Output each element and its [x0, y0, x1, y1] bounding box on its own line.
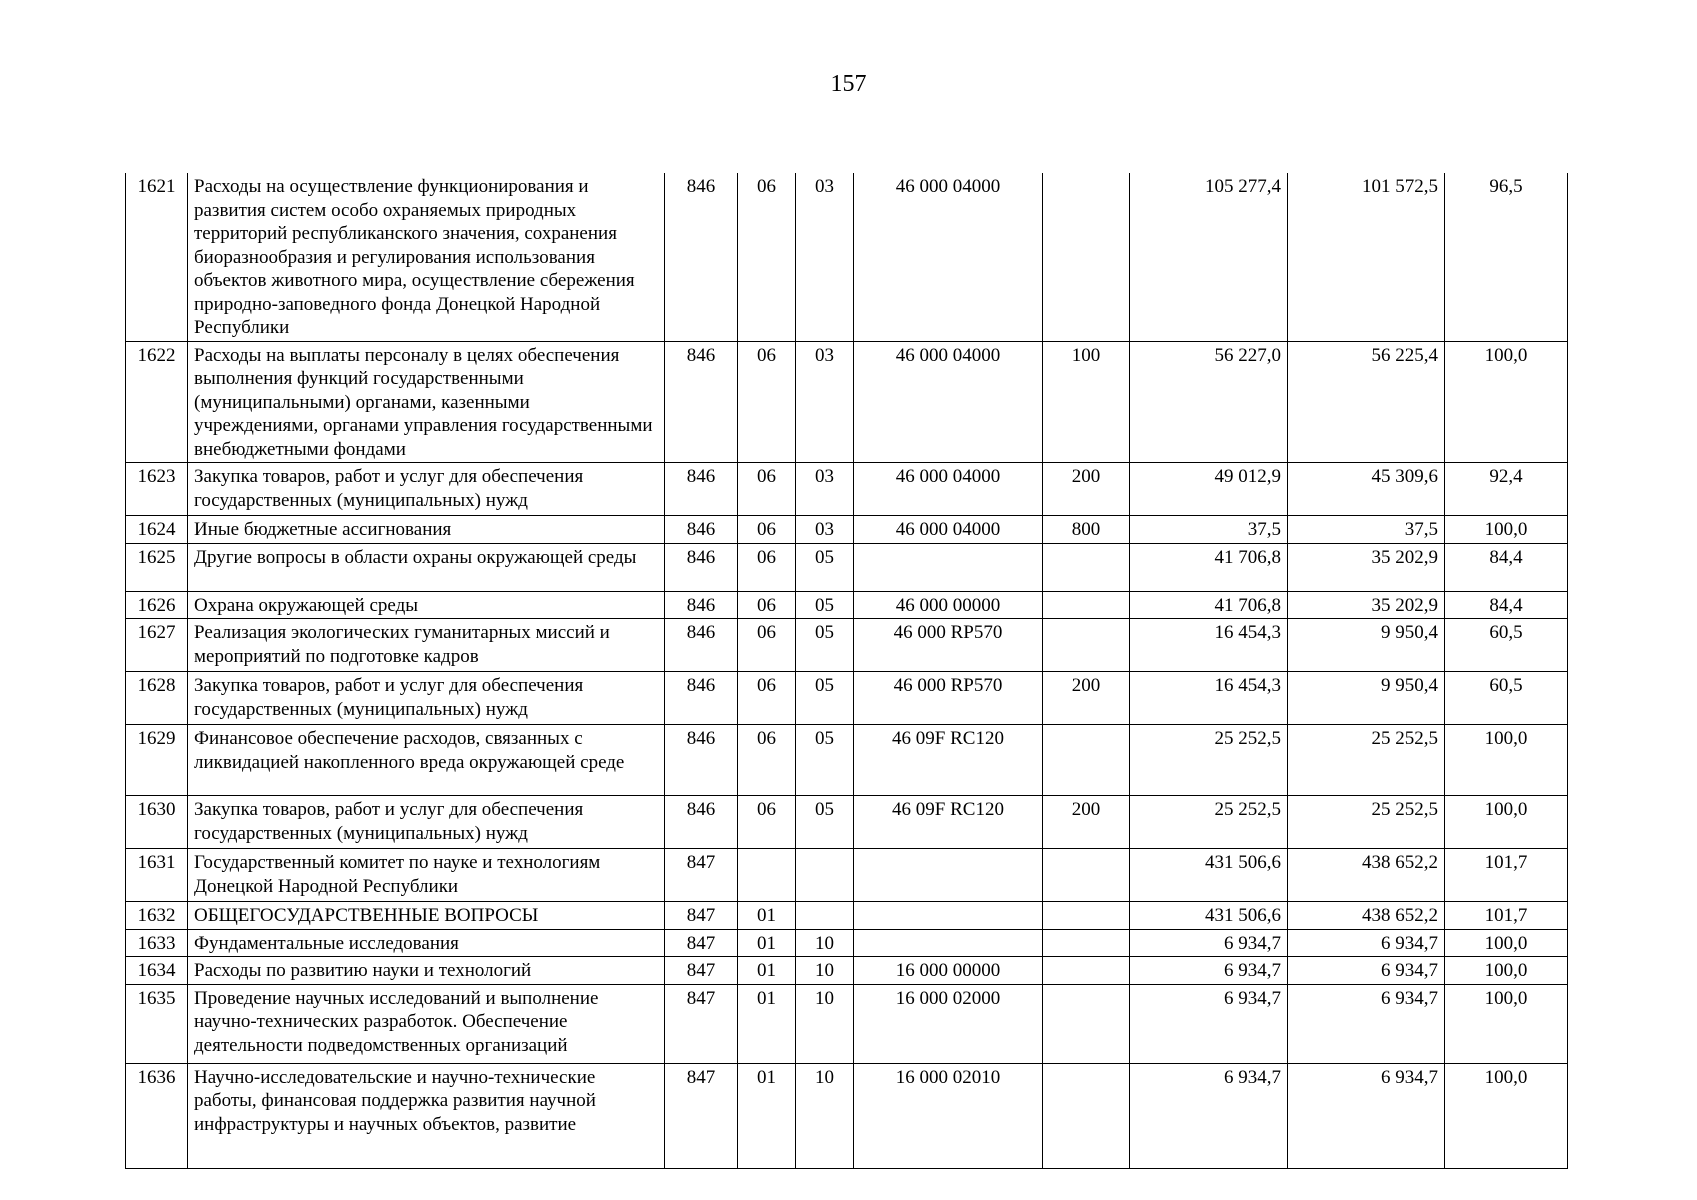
- row-number: 1628: [126, 672, 188, 725]
- row-vr: [1043, 725, 1130, 796]
- row-vedomstvo: 847: [665, 902, 738, 930]
- row-plan: 16 454,3: [1130, 672, 1288, 725]
- table-row: [126, 463, 1568, 516]
- table-row: [126, 929, 1568, 957]
- table-row: [126, 619, 1568, 672]
- row-fact: 35 202,9: [1288, 543, 1445, 591]
- row-percent: 100,0: [1445, 796, 1568, 849]
- row-name: Реализация экологических гуманитарных миссий и мероприятий по подготовке кадров: [188, 619, 665, 672]
- row-number: 1622: [126, 341, 188, 463]
- row-vedomstvo: 847: [665, 849, 738, 902]
- row-csr: 46 09F RC120: [854, 796, 1043, 849]
- row-number: 1624: [126, 516, 188, 544]
- row-vedomstvo: 847: [665, 929, 738, 957]
- row-vr: 200: [1043, 463, 1130, 516]
- row-name: Расходы на осуществление функционирования и развития систем особо охраняемых природных территорий республиканского значения, сохранения биоразнообразия и регулирования использования объектов животного мира, осуществление сбережения природно-заповедного фонда Донецкой Народной Республики: [188, 173, 665, 341]
- row-plan: 105 277,4: [1130, 173, 1288, 341]
- row-plan: 6 934,7: [1130, 1063, 1288, 1168]
- row-plan: 41 706,8: [1130, 543, 1288, 591]
- row-podrazdel: 10: [796, 1063, 854, 1168]
- row-razdel: 01: [738, 957, 796, 985]
- row-percent: 100,0: [1445, 957, 1568, 985]
- row-percent: 100,0: [1445, 341, 1568, 463]
- row-csr: 46 000 00000: [854, 591, 1043, 619]
- row-plan: 25 252,5: [1130, 725, 1288, 796]
- row-podrazdel: 10: [796, 957, 854, 985]
- row-percent: 100,0: [1445, 929, 1568, 957]
- row-podrazdel: [796, 902, 854, 930]
- row-podrazdel: 03: [796, 516, 854, 544]
- row-percent: 84,4: [1445, 543, 1568, 591]
- row-csr: 46 09F RC120: [854, 725, 1043, 796]
- row-name: Финансовое обеспечение расходов, связанных с ликвидацией накопленного вреда окружающей среде: [188, 725, 665, 796]
- row-fact: 438 652,2: [1288, 902, 1445, 930]
- row-vr: [1043, 173, 1130, 341]
- row-plan: 6 934,7: [1130, 957, 1288, 985]
- row-fact: 6 934,7: [1288, 984, 1445, 1063]
- table-row: [126, 902, 1568, 930]
- row-plan: 431 506,6: [1130, 849, 1288, 902]
- row-podrazdel: 03: [796, 173, 854, 341]
- row-vr: 200: [1043, 672, 1130, 725]
- page-number: 157: [830, 71, 867, 97]
- row-razdel: 06: [738, 619, 796, 672]
- row-name: Расходы по развитию науки и технологий: [188, 957, 665, 985]
- row-razdel: 06: [738, 463, 796, 516]
- row-plan: 431 506,6: [1130, 902, 1288, 930]
- row-csr: [854, 849, 1043, 902]
- row-number: 1636: [126, 1063, 188, 1168]
- row-vedomstvo: 846: [665, 591, 738, 619]
- row-razdel: [738, 849, 796, 902]
- row-percent: 60,5: [1445, 672, 1568, 725]
- row-vedomstvo: 847: [665, 1063, 738, 1168]
- row-vedomstvo: 846: [665, 725, 738, 796]
- row-number: 1635: [126, 984, 188, 1063]
- row-vedomstvo: 847: [665, 957, 738, 985]
- budget-table: [125, 173, 1568, 1169]
- row-fact: 45 309,6: [1288, 463, 1445, 516]
- row-vedomstvo: 846: [665, 516, 738, 544]
- row-csr: [854, 929, 1043, 957]
- row-name: Иные бюджетные ассигнования: [188, 516, 665, 544]
- row-vr: [1043, 849, 1130, 902]
- table-row: [126, 173, 1568, 341]
- row-podrazdel: 10: [796, 929, 854, 957]
- row-csr: 46 000 04000: [854, 341, 1043, 463]
- row-number: 1625: [126, 543, 188, 591]
- row-razdel: 01: [738, 929, 796, 957]
- row-vedomstvo: 847: [665, 984, 738, 1063]
- row-vr: 800: [1043, 516, 1130, 544]
- row-percent: 96,5: [1445, 173, 1568, 341]
- row-razdel: 01: [738, 902, 796, 930]
- row-plan: 49 012,9: [1130, 463, 1288, 516]
- row-vedomstvo: 846: [665, 543, 738, 591]
- row-plan: 37,5: [1130, 516, 1288, 544]
- row-podrazdel: 05: [796, 725, 854, 796]
- row-fact: 35 202,9: [1288, 591, 1445, 619]
- row-plan: 41 706,8: [1130, 591, 1288, 619]
- row-plan: 6 934,7: [1130, 984, 1288, 1063]
- row-csr: 46 000 04000: [854, 516, 1043, 544]
- table-row: [126, 591, 1568, 619]
- row-fact: 56 225,4: [1288, 341, 1445, 463]
- row-percent: 60,5: [1445, 619, 1568, 672]
- table-row: [126, 796, 1568, 849]
- row-fact: 6 934,7: [1288, 1063, 1445, 1168]
- row-razdel: 06: [738, 173, 796, 341]
- row-vr: [1043, 957, 1130, 985]
- row-podrazdel: 10: [796, 984, 854, 1063]
- row-podrazdel: 03: [796, 463, 854, 516]
- row-vedomstvo: 846: [665, 463, 738, 516]
- row-plan: 25 252,5: [1130, 796, 1288, 849]
- row-vr: [1043, 619, 1130, 672]
- row-podrazdel: 05: [796, 543, 854, 591]
- row-podrazdel: 05: [796, 796, 854, 849]
- row-number: 1630: [126, 796, 188, 849]
- row-fact: 438 652,2: [1288, 849, 1445, 902]
- table-row: [126, 543, 1568, 591]
- row-razdel: 06: [738, 516, 796, 544]
- row-name: ОБЩЕГОСУДАРСТВЕННЫЕ ВОПРОСЫ: [188, 902, 665, 930]
- row-name: Другие вопросы в области охраны окружающей среды: [188, 543, 665, 591]
- row-vedomstvo: 846: [665, 619, 738, 672]
- row-fact: 25 252,5: [1288, 725, 1445, 796]
- row-csr: 16 000 02000: [854, 984, 1043, 1063]
- row-number: 1633: [126, 929, 188, 957]
- row-percent: 100,0: [1445, 1063, 1568, 1168]
- row-name: Закупка товаров, работ и услуг для обеспечения государственных (муниципальных) нужд: [188, 672, 665, 725]
- row-podrazdel: 05: [796, 619, 854, 672]
- row-fact: 6 934,7: [1288, 929, 1445, 957]
- row-vr: 200: [1043, 796, 1130, 849]
- row-csr: 46 000 04000: [854, 463, 1043, 516]
- row-razdel: 01: [738, 984, 796, 1063]
- row-name: Проведение научных исследований и выполнение научно-технических разработок. Обеспечение деятельности подведомственных организаций: [188, 984, 665, 1063]
- table-row: [126, 1063, 1568, 1168]
- row-fact: 25 252,5: [1288, 796, 1445, 849]
- row-plan: 16 454,3: [1130, 619, 1288, 672]
- row-vr: [1043, 984, 1130, 1063]
- row-podrazdel: 05: [796, 672, 854, 725]
- row-csr: [854, 902, 1043, 930]
- row-vr: [1043, 543, 1130, 591]
- row-number: 1634: [126, 957, 188, 985]
- row-razdel: 06: [738, 591, 796, 619]
- row-vr: [1043, 929, 1130, 957]
- row-number: 1627: [126, 619, 188, 672]
- row-razdel: 06: [738, 725, 796, 796]
- row-podrazdel: [796, 849, 854, 902]
- row-vedomstvo: 846: [665, 672, 738, 725]
- row-percent: 100,0: [1445, 516, 1568, 544]
- row-plan: 56 227,0: [1130, 341, 1288, 463]
- row-number: 1626: [126, 591, 188, 619]
- row-razdel: 06: [738, 672, 796, 725]
- row-csr: 16 000 02010: [854, 1063, 1043, 1168]
- row-vr: 100: [1043, 341, 1130, 463]
- row-name: Закупка товаров, работ и услуг для обеспечения государственных (муниципальных) нужд: [188, 796, 665, 849]
- row-number: 1629: [126, 725, 188, 796]
- row-percent: 92,4: [1445, 463, 1568, 516]
- row-name: Фундаментальные исследования: [188, 929, 665, 957]
- table-row: [126, 725, 1568, 796]
- row-percent: 101,7: [1445, 902, 1568, 930]
- table-row: [126, 849, 1568, 902]
- row-fact: 101 572,5: [1288, 173, 1445, 341]
- row-number: 1632: [126, 902, 188, 930]
- table-row: [126, 957, 1568, 985]
- row-csr: [854, 543, 1043, 591]
- row-vr: [1043, 902, 1130, 930]
- row-vedomstvo: 846: [665, 341, 738, 463]
- row-csr: 16 000 00000: [854, 957, 1043, 985]
- row-name: Расходы на выплаты персоналу в целях обеспечения выполнения функций государственными (муниципальными) органами, казенными учреждениями, органами управления государственными внебюджетными фондами: [188, 341, 665, 463]
- table-row: [126, 672, 1568, 725]
- row-podrazdel: 03: [796, 341, 854, 463]
- row-percent: 101,7: [1445, 849, 1568, 902]
- row-plan: 6 934,7: [1130, 929, 1288, 957]
- row-percent: 100,0: [1445, 725, 1568, 796]
- row-name: Государственный комитет по науке и технологиям Донецкой Народной Республики: [188, 849, 665, 902]
- row-fact: 6 934,7: [1288, 957, 1445, 985]
- row-csr: 46 000 04000: [854, 173, 1043, 341]
- row-vr: [1043, 1063, 1130, 1168]
- table-row: [126, 341, 1568, 463]
- row-razdel: 06: [738, 341, 796, 463]
- row-csr: 46 000 RP570: [854, 672, 1043, 725]
- row-number: 1621: [126, 173, 188, 341]
- row-percent: 100,0: [1445, 984, 1568, 1063]
- row-razdel: 01: [738, 1063, 796, 1168]
- row-razdel: 06: [738, 796, 796, 849]
- row-fact: 9 950,4: [1288, 672, 1445, 725]
- table-row: [126, 984, 1568, 1063]
- row-name: Закупка товаров, работ и услуг для обеспечения государственных (муниципальных) нужд: [188, 463, 665, 516]
- row-podrazdel: 05: [796, 591, 854, 619]
- row-number: 1623: [126, 463, 188, 516]
- row-vedomstvo: 846: [665, 796, 738, 849]
- row-name: Научно-исследовательские и научно-технические работы, финансовая поддержка развития научной инфраструктуры и научных объектов, развитие: [188, 1063, 665, 1168]
- row-vedomstvo: 846: [665, 173, 738, 341]
- row-vr: [1043, 591, 1130, 619]
- table-row: [126, 516, 1568, 544]
- row-percent: 84,4: [1445, 591, 1568, 619]
- row-csr: 46 000 RP570: [854, 619, 1043, 672]
- row-razdel: 06: [738, 543, 796, 591]
- row-fact: 9 950,4: [1288, 619, 1445, 672]
- row-fact: 37,5: [1288, 516, 1445, 544]
- row-name: Охрана окружающей среды: [188, 591, 665, 619]
- row-number: 1631: [126, 849, 188, 902]
